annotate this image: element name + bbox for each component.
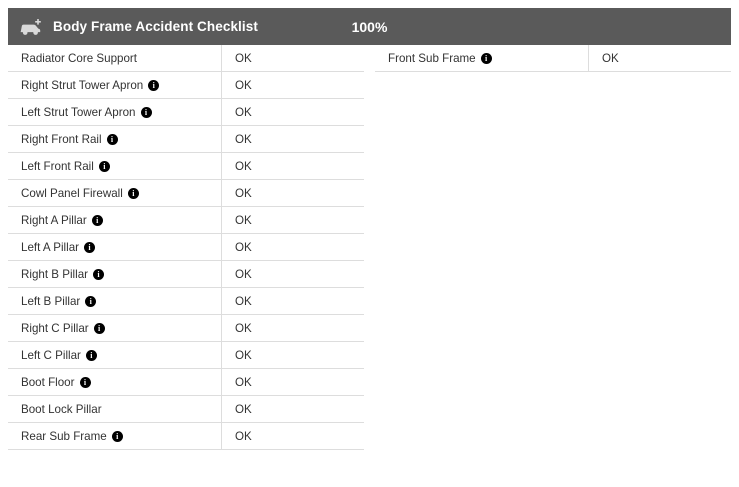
row-label-cell (8, 342, 222, 368)
row-label-cell (8, 153, 222, 179)
row-label: Left Front Rail (21, 160, 94, 173)
row-label-cell (375, 45, 589, 71)
row-label: Cowl Panel Firewall (21, 187, 123, 200)
info-icon[interactable]: i (84, 242, 95, 253)
info-icon[interactable]: i (92, 215, 103, 226)
table-row (8, 423, 364, 450)
row-status: OK (235, 187, 252, 200)
completion-percent: 100% (351, 19, 388, 35)
table-row (8, 342, 364, 369)
table-row (8, 207, 364, 234)
row-label: Right B Pillar (21, 268, 89, 281)
info-icon[interactable]: i (128, 188, 139, 199)
row-label-cell (8, 288, 222, 314)
row-label: Front Sub Frame (388, 52, 476, 65)
row-status: OK (235, 376, 252, 389)
row-status: OK (235, 322, 252, 335)
row-label: Left C Pillar (21, 349, 81, 362)
table-row (375, 45, 731, 72)
table-row (8, 234, 364, 261)
row-label: Boot Lock Pillar (21, 403, 102, 416)
row-label-cell (8, 396, 222, 422)
row-label-cell (8, 315, 222, 341)
info-icon[interactable]: i (141, 107, 152, 118)
row-label: Left A Pillar (21, 241, 80, 254)
row-label: Left Strut Tower Apron (21, 106, 136, 119)
info-icon[interactable]: i (86, 350, 97, 361)
info-icon[interactable]: i (85, 296, 96, 307)
row-label-cell (8, 234, 222, 260)
info-icon[interactable]: i (107, 134, 118, 145)
table-row (8, 261, 364, 288)
row-label: Right Strut Tower Apron (21, 79, 144, 92)
table-row (8, 315, 364, 342)
info-icon[interactable]: i (80, 377, 91, 388)
info-icon[interactable]: i (93, 269, 104, 280)
table-row (8, 99, 364, 126)
row-label: Boot Floor (21, 376, 75, 389)
info-icon[interactable]: i (481, 53, 492, 64)
row-label-cell (8, 261, 222, 287)
info-icon[interactable]: i (112, 431, 123, 442)
checklist-right-column (375, 45, 731, 72)
row-status: OK (235, 349, 252, 362)
row-status: OK (235, 52, 252, 65)
row-label-cell (8, 99, 222, 125)
row-status: OK (235, 295, 252, 308)
row-label: Right A Pillar (21, 214, 87, 227)
row-label: Rear Sub Frame (21, 430, 107, 443)
row-label-cell (8, 45, 222, 71)
car-icon (18, 17, 44, 37)
table-row (8, 369, 364, 396)
row-status: OK (235, 79, 252, 92)
row-label: Radiator Core Support (21, 52, 137, 65)
table-row (8, 45, 364, 72)
info-icon[interactable]: i (148, 80, 159, 91)
table-row (8, 180, 364, 207)
row-status: OK (235, 403, 252, 416)
row-status: OK (235, 268, 252, 281)
page-title: Body Frame Accident Checklist (53, 19, 258, 34)
row-label-cell (8, 207, 222, 233)
row-status: OK (235, 133, 252, 146)
row-label: Right C Pillar (21, 322, 89, 335)
row-label-cell (8, 369, 222, 395)
info-icon[interactable]: i (94, 323, 105, 334)
row-status: OK (235, 430, 252, 443)
table-row (8, 288, 364, 315)
table-row (8, 153, 364, 180)
row-label-cell (8, 126, 222, 152)
row-status: OK (235, 160, 252, 173)
row-label-cell (8, 72, 222, 98)
table-row (8, 126, 364, 153)
row-status: OK (235, 214, 252, 227)
row-status: OK (235, 241, 252, 254)
row-label: Left B Pillar (21, 295, 81, 308)
row-label: Right Front Rail (21, 133, 102, 146)
row-status: OK (602, 52, 619, 65)
table-row (8, 396, 364, 423)
table-row (8, 72, 364, 99)
info-icon[interactable]: i (99, 161, 110, 172)
row-label-cell (8, 423, 222, 449)
row-status: OK (235, 106, 252, 119)
panel-header (8, 8, 731, 45)
row-label-cell (8, 180, 222, 206)
checklist-left-column (8, 45, 364, 450)
